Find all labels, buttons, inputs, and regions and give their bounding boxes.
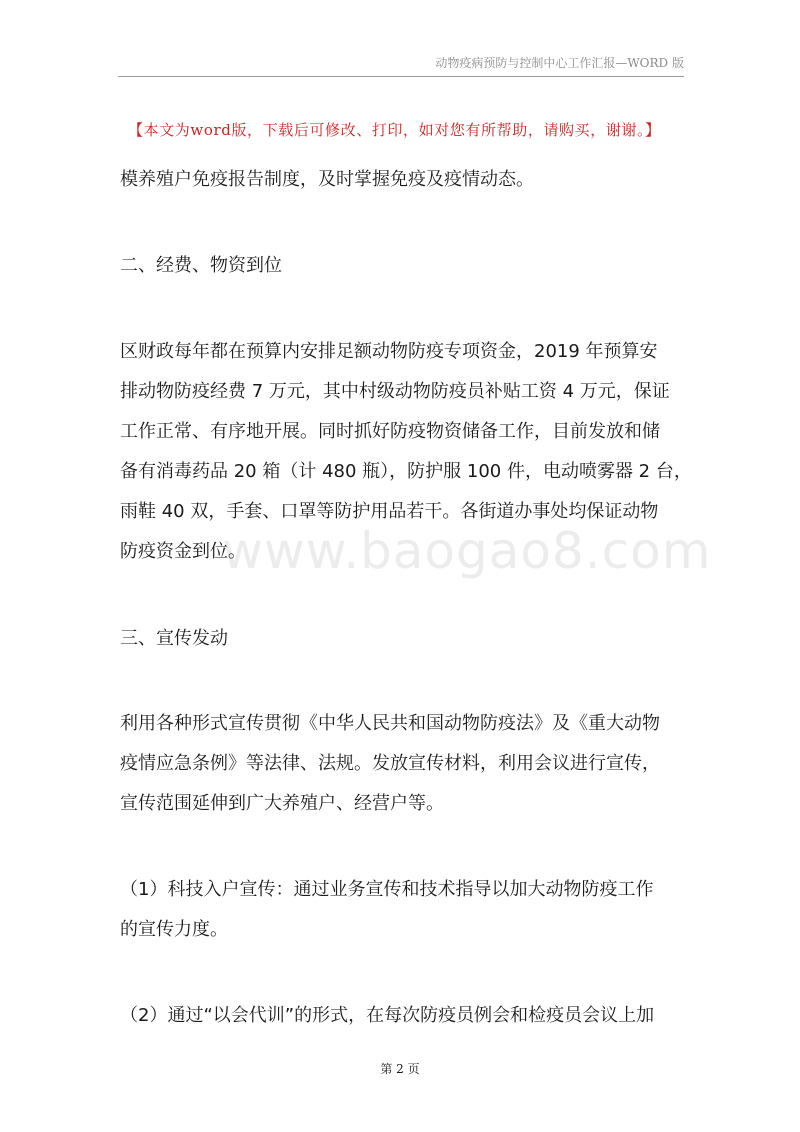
paragraph-line: 工作正常、有序地开展。同时抓好防疫物资储备工作，目前发放和储	[120, 421, 660, 442]
paragraph-line: 排动物防疫经费 7 万元，其中村级动物防疫员补贴工资 4 万元，保证	[120, 381, 670, 402]
paragraph-line: 模养殖户免疫报告制度，及时掌握免疫及疫情动态。	[120, 169, 534, 190]
paragraph-line: 防疫资金到位。	[120, 541, 246, 562]
paragraph-line: 备有消毒药品 20 箱（计 480 瓶），防护服 100 件，电动喷雾器 2 台，	[120, 461, 692, 482]
paragraph-line: （2）通过“以会代训”的形式，在每次防疫员例会和检疫员会议上加	[120, 1005, 655, 1026]
purchase-notice: 【本文为word版，下载后可修改、打印，如对您有所帮助，请购买，谢谢。】	[128, 121, 661, 139]
paragraph-line: 利用各种形式宣传贯彻《中华人民共和国动物防疫法》及《重大动物	[120, 713, 660, 734]
watermark: www.baogao8.com	[222, 522, 712, 580]
header-title: 动物疫病预防与控制中心工作汇报—WORD 版	[435, 56, 684, 70]
page-number: 第 2 页	[380, 1062, 420, 1076]
paragraph-line: 的宣传力度。	[120, 919, 228, 940]
page-header	[118, 48, 684, 77]
paragraph-line: 宣传范围延伸到广大养殖户、经营户等。	[120, 793, 444, 814]
paragraph-line: 疫情应急条例》等法律、法规。发放宣传材料，利用会议进行宣传，	[120, 753, 660, 774]
paragraph-line: 雨鞋 40 双，手套、口罩等防护用品若干。各街道办事处均保证动物	[120, 501, 659, 522]
section-heading: 二、经费、物资到位	[120, 255, 282, 276]
section-heading: 三、宣传发动	[120, 628, 228, 649]
paragraph-line: （1）科技入户宣传：通过业务宣传和技术指导以加大动物防疫工作	[120, 879, 654, 900]
paragraph-line: 区财政每年都在预算内安排足额动物防疫专项资金，2019 年预算安	[120, 341, 658, 362]
